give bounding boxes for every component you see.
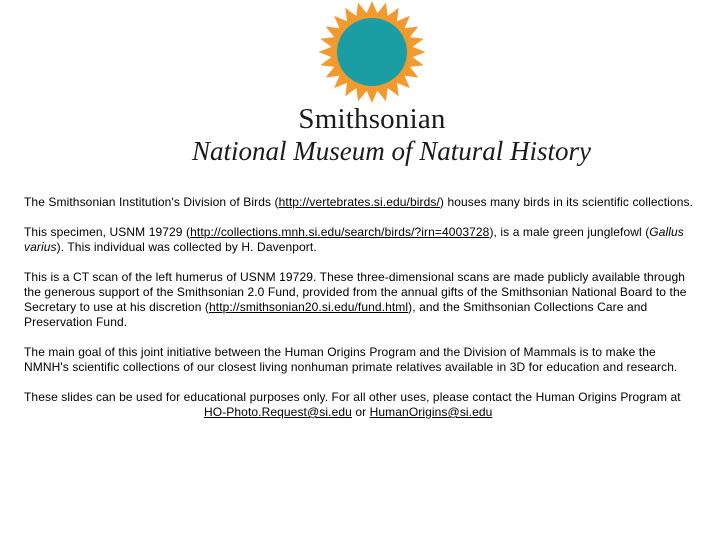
species-name: Gallus varius [24,225,684,254]
p1-text-end: ) houses many birds in its scientific collections. [439,195,694,209]
sun-logo-icon [298,0,446,106]
p3-text-end: ), and the Smithsonian Collections Care and Preservation Fund. [24,300,648,329]
paragraph-specimen [24,225,694,255]
paragraph-division-of-birds [24,195,694,210]
paragraph-ct-scan [24,270,694,330]
p2-text-middle: ), is a male green junglefowl ( [489,225,650,239]
smithsonian-logo [192,0,592,170]
birds-division-link[interactable]: http://vertebrates.si.edu/birds/ [278,195,440,209]
or-text: or [351,405,370,419]
paragraph-initiative [24,345,694,375]
p4-text: The main goal of this joint initiative between the Human Origins Program and the Division of Mammals is to make the NMNH's scientific collections of our closest living nonhuman primate relatives available in 3D for education and research. [24,345,678,374]
specimen-record-link[interactable]: http://collections.mnh.si.edu/search/birds/?irn=4003728 [190,225,490,239]
p3-text-start: This is a CT scan of the left humerus of USNM 19729. These three-dimensional scans are made publicly available through the generous support of the Smithsonian 2.0 Fund, provided from the annual gifts of the Smithsonian National Board to the Secretary to use at his discretion ( [24,270,687,314]
photo-request-email-link[interactable]: HO-Photo.Request@si.edu [204,405,352,419]
human-origins-email-link[interactable]: HumanOrigins@si.edu [369,405,493,419]
sun-disc [337,18,407,86]
logo-museum-text: National Museum of Natural History [192,136,592,166]
p1-text-start: The Smithsonian Institution's Division of Birds ( [24,195,279,209]
p2-text-end: ). This individual was collected by H. Davenport. [56,240,317,254]
p5-text: These slides can be used for educational purposes only. For all other uses, please contact the Human Origins Program at [24,390,681,404]
contact-emails [24,405,694,420]
document-body [24,195,694,435]
p2-text-start: This specimen, USNM 19729 ( [24,225,191,239]
paragraph-usage [24,390,694,420]
logo-smithsonian-text: Smithsonian [298,103,446,135]
smithsonian-fund-link[interactable]: http://smithsonian20.si.edu/fund.html [209,300,409,314]
